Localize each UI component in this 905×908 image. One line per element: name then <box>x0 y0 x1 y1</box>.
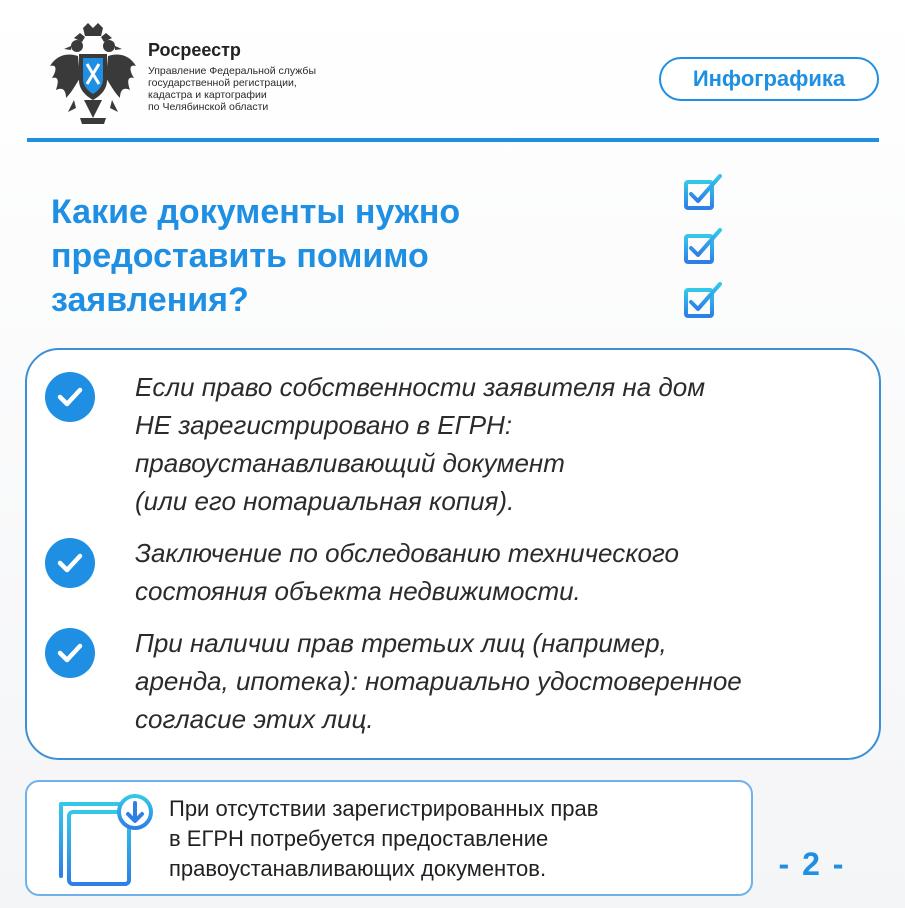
check-circle-icon <box>45 628 95 678</box>
requirement-line: (или его нотариальная копия). <box>135 486 515 516</box>
header-divider <box>27 138 879 142</box>
note-line: правоустанавливающих документов. <box>169 856 547 881</box>
title-line: заявления? <box>51 281 249 319</box>
requirement-line: НЕ зарегистрировано в ЕГРН: <box>135 410 513 440</box>
note-text <box>169 794 598 884</box>
requirement-line: Если право собственности заявителя на дом <box>135 372 706 402</box>
page-title <box>51 190 651 322</box>
header <box>0 0 905 140</box>
requirements-card <box>25 348 881 760</box>
requirement-text <box>135 368 895 520</box>
note-line: в ЕГРН потребуется предоставление <box>169 826 549 851</box>
title-line: предоставить помимо <box>51 237 429 275</box>
checklist-icon <box>680 172 820 322</box>
org-block <box>148 40 316 113</box>
requirement-line: правоустанавливающий документ <box>135 448 565 478</box>
note-line: При отсутствии зарегистрированных прав <box>169 796 599 821</box>
requirement-line: аренда, ипотека): нотариально удостоверенное <box>135 666 742 696</box>
requirement-line: При наличии прав третьих лиц (например, <box>135 628 667 658</box>
requirement-line: согласие этих лиц. <box>135 704 374 734</box>
note-box <box>25 780 753 896</box>
requirement-line: Заключение по обследованию технического <box>135 538 679 568</box>
infographic-badge: Инфографика <box>659 57 879 101</box>
title-line: Какие документы нужно <box>51 193 461 231</box>
page-number: - 2 - <box>778 846 846 882</box>
requirement-line: состояния объекта недвижимости. <box>135 576 581 606</box>
document-download-icon <box>57 790 177 890</box>
requirement-text <box>135 624 895 738</box>
org-name: Росреестр <box>148 40 241 60</box>
check-circle-icon <box>45 538 95 588</box>
org-line: по Челябинской области <box>148 101 269 113</box>
requirement-text <box>135 534 895 610</box>
org-line: государственной регистрации, <box>148 77 297 89</box>
eagle-emblem-icon <box>44 22 142 126</box>
org-line: кадастра и картографии <box>148 89 267 101</box>
check-circle-icon <box>45 372 95 422</box>
org-line: Управление Федеральной службы <box>148 65 316 77</box>
